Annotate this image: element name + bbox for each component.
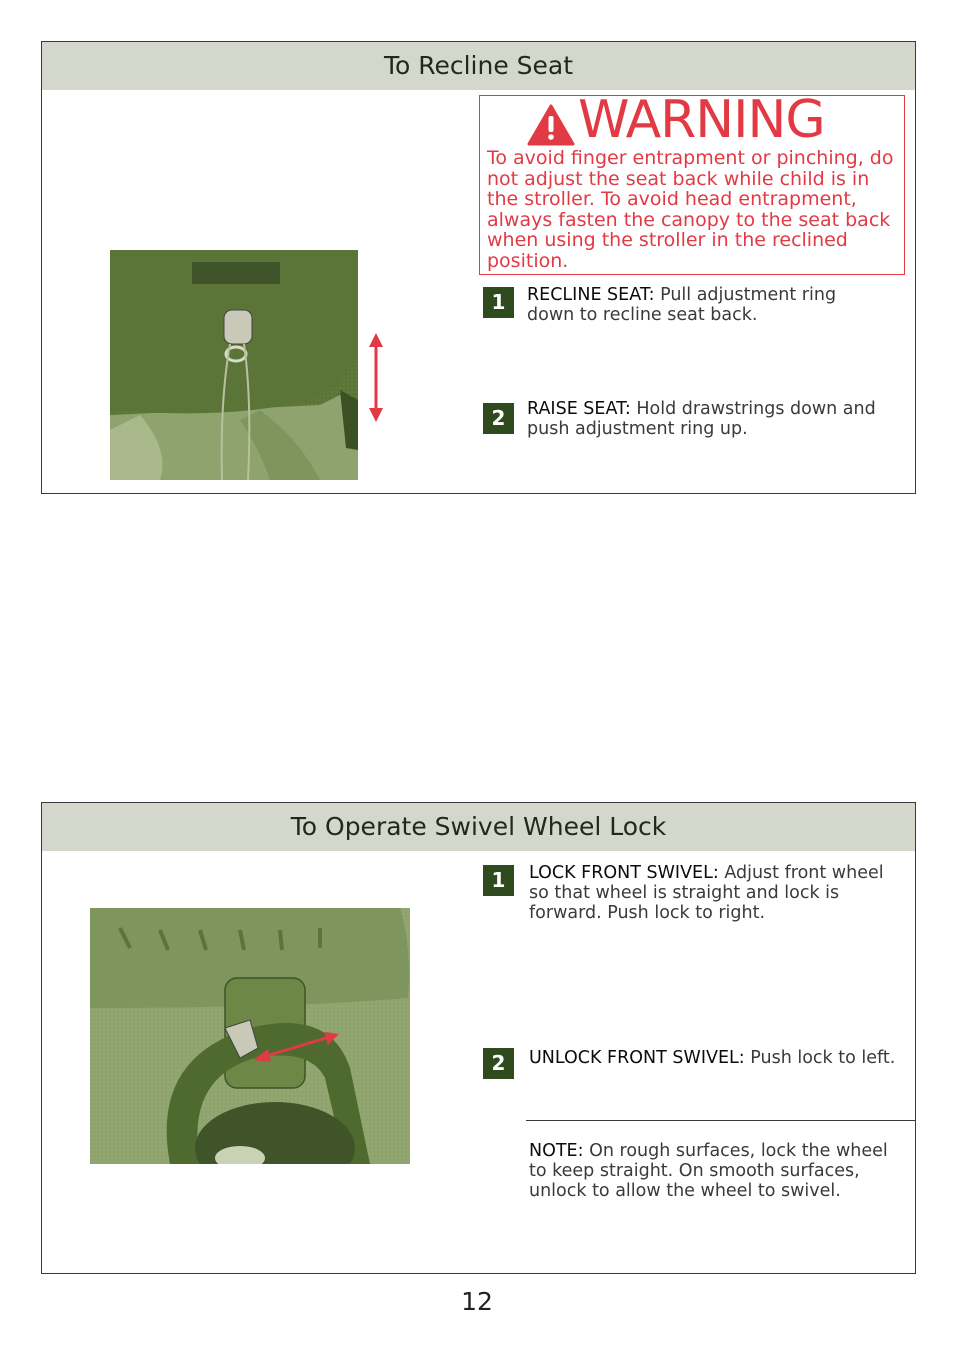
swivel-lock-title: To Operate Swivel Wheel Lock (42, 803, 915, 851)
step-badge-2: 2 (483, 403, 514, 434)
swivel-step-2 (529, 1048, 899, 1068)
swivel-lock-panel (41, 802, 916, 1274)
note-text: On rough surfaces, lock the wheel to keep straight. On smooth surfaces, unlock to allow the wheel to swivel. (529, 1141, 888, 1201)
recline-seat-panel (41, 41, 916, 494)
swivel-lock-illustration (90, 908, 410, 1164)
recline-step-1 (527, 285, 887, 325)
recline-seat-title: To Recline Seat (42, 42, 915, 90)
page-number: 12 (461, 1287, 493, 1316)
swivel-note (529, 1141, 889, 1201)
warning-box (479, 90, 905, 275)
note-label: NOTE: (529, 1141, 584, 1161)
step-label: UNLOCK FRONT SWIVEL: (529, 1048, 745, 1068)
step-label: LOCK FRONT SWIVEL: (529, 863, 719, 883)
step-badge-1: 1 (483, 865, 514, 896)
step-description: Hold drawstrings down and push adjustment ring up. (527, 399, 876, 439)
step-badge-2: 2 (483, 1048, 514, 1079)
note-divider (526, 1120, 916, 1121)
recline-step-2 (527, 399, 912, 439)
step-description: Push lock to left. (750, 1048, 896, 1068)
warning-text: To avoid finger entrapment or pinching, do not adjust the seat back while child is in the stroller. To avoid head entrapment, always fasten the canopy to the seat back when using the stroller in the reclined position. (487, 147, 894, 272)
recline-seat-illustration (110, 250, 400, 480)
warning-heading: WARNING (578, 90, 825, 150)
step-label: RAISE SEAT: (527, 399, 631, 419)
warning-triangle-icon (527, 104, 575, 146)
step-description: Pull adjustment ring down to recline seat back. (527, 285, 837, 325)
step-label: RECLINE SEAT: (527, 285, 655, 305)
swivel-step-1 (529, 863, 899, 923)
step-description: Adjust front wheel so that wheel is straight and lock is forward. Push lock to right. (529, 863, 884, 923)
step-badge-1: 1 (483, 287, 514, 318)
